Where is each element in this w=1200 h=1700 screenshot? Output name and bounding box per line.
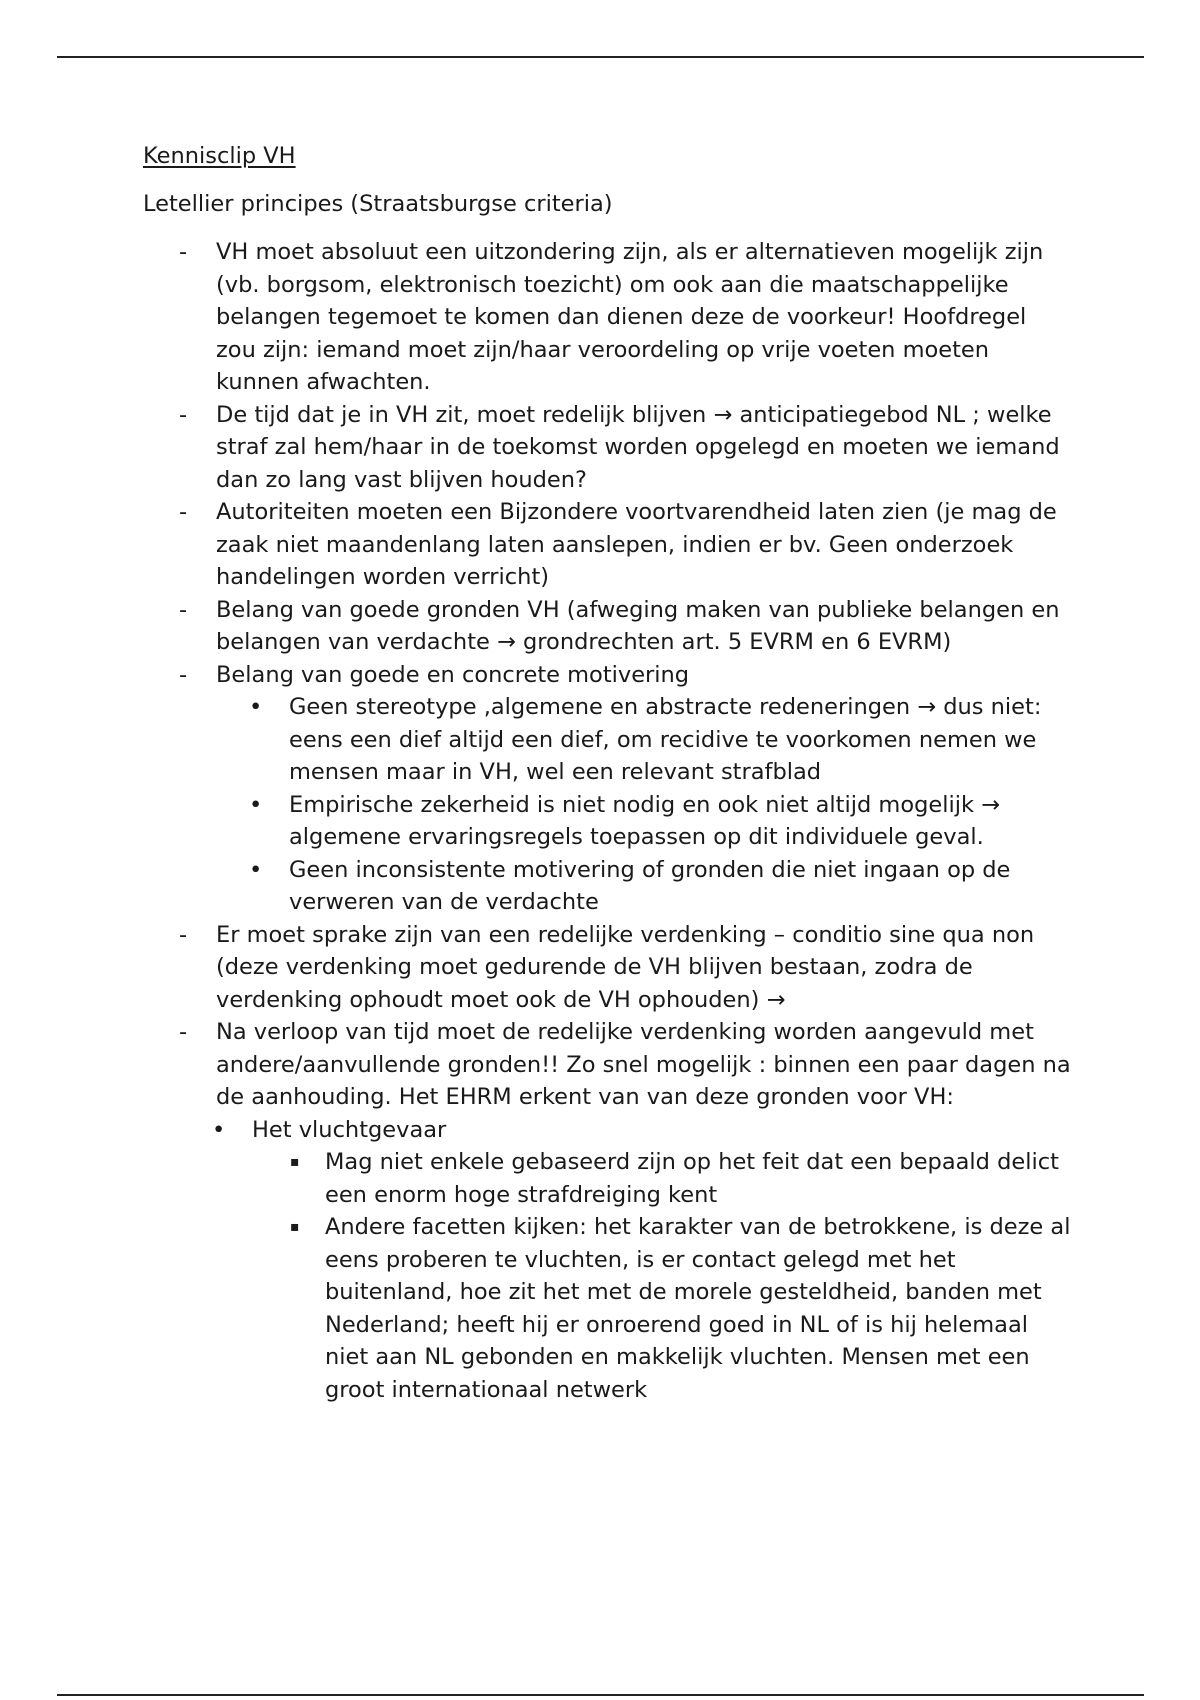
list-item: [143, 919, 1073, 1017]
dash-marker: -: [179, 921, 188, 948]
list-item-text: Autoriteiten moeten een Bijzondere voortvarendheid laten zien (je mag de zaak niet maandenlang laten aanslepen, indien er bv. Geen onderzoek handelingen worden verricht): [216, 499, 1057, 590]
bullet-marker: •: [249, 791, 263, 818]
dash-marker: -: [179, 401, 188, 428]
list-item-text: Belang van goede gronden VH (afweging maken van publieke belangen en belangen van verdachte → grondrechten art. 5 EVRM en 6 EVRM): [216, 596, 1060, 655]
gronden-list: [212, 1114, 1073, 1407]
list-item-text: Na verloop van tijd moet de redelijke verdenking worden aangevuld met andere/aanvullende gronden!! Zo snel mogelijk : binnen een paar dagen na de aanhouding. Het EHRM erkent van van deze gronden voor VH:: [216, 1019, 1071, 1110]
document-title: Kennisclip VH: [143, 143, 296, 169]
sublist-item: [212, 1114, 1073, 1407]
dash-marker: -: [179, 661, 188, 688]
sub-sublist-item-text: Mag niet enkele gebaseerd zijn op het feit dat een bepaald delict een enorm hoge strafdreiging kent: [325, 1149, 1059, 1208]
sublist-item: [216, 789, 1073, 854]
square-bullet-marker: ▪: [290, 1219, 300, 1235]
bullet-marker: •: [249, 694, 263, 720]
list-item: [143, 399, 1073, 497]
list-item-text: Belang van goede en concrete motivering: [216, 661, 690, 688]
list-item: [143, 236, 1073, 399]
sub-sublist-item: [252, 1211, 1073, 1406]
document-subtitle: Letellier principes (Straatsburgse criteria): [143, 190, 613, 217]
dash-marker: -: [179, 596, 188, 623]
sublist-item-text: Empirische zekerheid is niet nodig en ook niet altijd mogelijk → algemene ervaringsregels toepassen op dit individuele geval.: [289, 791, 1001, 850]
sublist-item-text: Geen inconsistente motivering of gronden die niet ingaan op de verweren van de verdachte: [289, 856, 1011, 915]
vluchtgevaar-sublist: [252, 1146, 1073, 1406]
sublist-item: [216, 854, 1073, 919]
dash-marker: -: [179, 239, 188, 265]
list-item: [143, 594, 1073, 659]
list-item-text: De tijd dat je in VH zit, moet redelijk blijven → anticipatiegebod NL ; welke straf zal hem/haar in de toekomst worden opgelegd en moeten we iemand dan zo lang vast blijven houden?: [216, 401, 1060, 493]
sublist-item-text: Het vluchtgevaar: [252, 1116, 447, 1143]
list-item: [143, 659, 1073, 919]
bullet-marker: •: [212, 1116, 226, 1143]
sublist-item: [216, 691, 1073, 789]
sub-sublist-item: [252, 1146, 1073, 1211]
dash-marker: -: [179, 499, 188, 525]
list-item: [143, 1016, 1073, 1114]
header-rule: [57, 56, 1144, 58]
document-body: [143, 140, 1073, 1406]
motivering-sublist: [216, 691, 1073, 919]
list-item: [143, 496, 1073, 594]
dash-marker: -: [179, 1019, 188, 1045]
criteria-list: [143, 236, 1073, 1114]
sublist-item-text: Geen stereotype ,algemene en abstracte redeneringen → dus niet: eens een dief altijd een dief, om recidive te voorkomen nemen we mensen maar in VH, wel een relevant strafblad: [289, 694, 1042, 785]
list-item-text: VH moet absoluut een uitzondering zijn, als er alternatieven mogelijk zijn (vb. borgsom, elektronisch toezicht) om ook aan die maatschappelijke belangen tegemoet te komen dan dienen deze de voorkeur! Hoofdregel zou zijn: iemand moet zijn/haar veroordeling op vrije voeten moeten kunnen afwachten.: [216, 239, 1044, 395]
sub-sublist-item-text: Andere facetten kijken: het karakter van de betrokkene, is deze al eens proberen te vluchten, is er contact gelegd met het buitenland, hoe zit het met de morele gesteldheid, banden met Nederland; heeft hij er onroerend goed in NL of is hij helemaal niet aan NL gebonden en makkelijk vluchten. Mensen met een groot internationaal netwerk: [325, 1214, 1071, 1403]
footer-rule: [57, 1694, 1144, 1696]
list-item-text: Er moet sprake zijn van een redelijke verdenking – conditio sine qua non (deze verdenking moet gedurende de VH blijven bestaan, zodra de verdenking ophoudt moet ook de VH ophouden) →: [216, 921, 1035, 1013]
square-bullet-marker: ▪: [290, 1154, 300, 1170]
bullet-marker: •: [249, 856, 263, 883]
